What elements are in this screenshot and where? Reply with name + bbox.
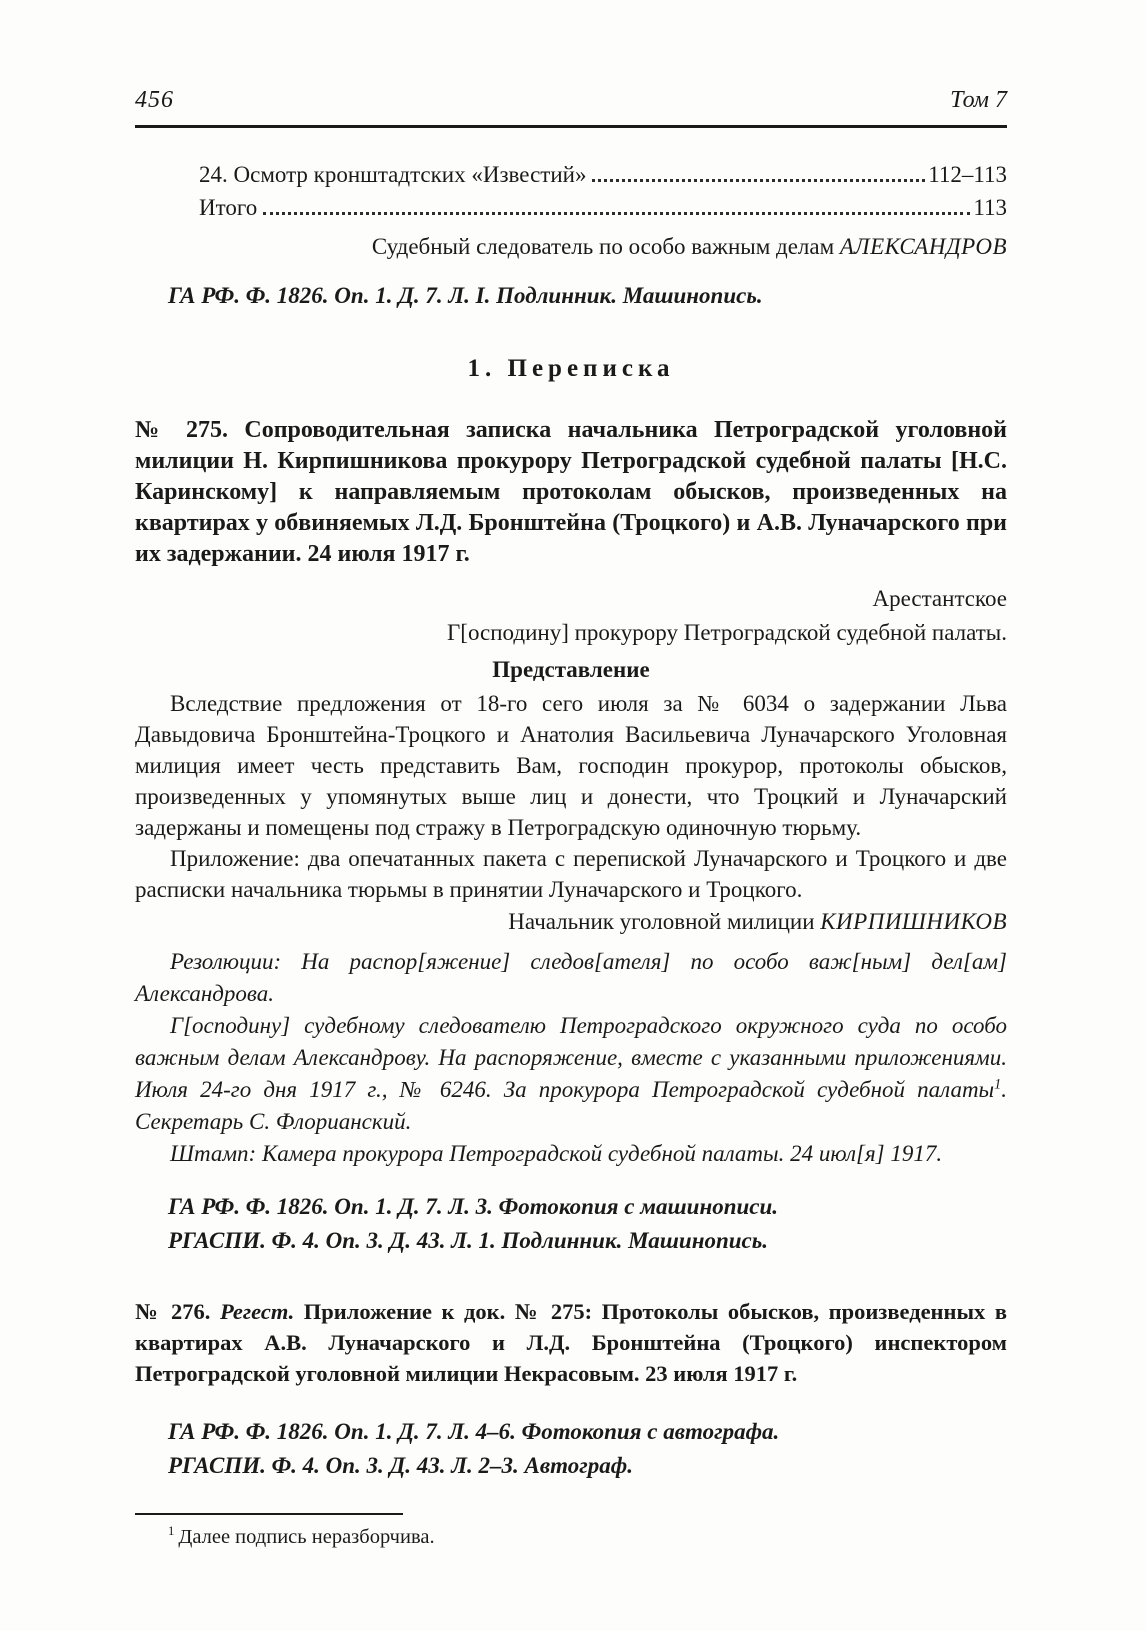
- footnote-ref: 1: [168, 1524, 175, 1539]
- regest-label: Регест.: [219, 1299, 295, 1324]
- footnote-ref: 1: [994, 1076, 1002, 1093]
- toc-entry-title: Итого: [199, 195, 258, 220]
- body-paragraph-2: Приложение: два опечатанных пакета с перепиской Луначарского и Троцкого и две расписки начальника тюрьмы в принятии Луначарского и Троцкого.: [135, 846, 1007, 902]
- dot-leader: [592, 179, 925, 182]
- signature-line: [135, 230, 1007, 263]
- toc-entry-title: 24. Осмотр кронштадтских «Известий»: [199, 162, 587, 187]
- signature-name: АЛЕКСАНДРОВ: [839, 234, 1007, 259]
- body-paragraph-1: Вследствие предложения от 18-го сего июля за № 6034 о задержании Льва Давыдовича Бронштейна-Троцкого и Анатолия Васильевича Луначарского Уголовная милиция имеет честь представить Вам, господин прокурор, протоколы обысков, произведенных у упомянутых выше лиц и донести, что Троцкий и Луначарский задержаны и помещены под стражу в Петроградскую одиночную тюрьму.: [135, 691, 1007, 840]
- archive-reference: [135, 1415, 1007, 1483]
- footnote-text: Далее подпись неразборчива.: [178, 1526, 435, 1548]
- toc-row: [199, 191, 1007, 224]
- address-line-2: Г[осподину] прокурору Петроградской судебной палаты.: [447, 620, 1007, 645]
- doc-heading-276: [135, 1296, 1007, 1389]
- resolution-text-pre: Г[осподину] судебному следователю Петроградского окружного суда по особо важным делам Александрову. На распоряжение, вместе с указанными приложениями. Июля 24-го дня 1917 г., № 6246. За прокурора Петроградской судебной палаты: [135, 1013, 1007, 1102]
- toc: [135, 158, 1007, 224]
- toc-row: [199, 158, 1007, 191]
- archive-reference: [135, 279, 1007, 313]
- archive-line-2: РГАСПИ. Ф. 4. Оп. 3. Д. 43. Л. 2–3. Автограф.: [168, 1453, 633, 1478]
- doc-heading-text: Приложение к док. № 275: Протоколы обысков, произведенных в квартирах А.В. Луначарского и Л.Д. Бронштейна (Троцкого) инспектором Петроградской уголовной милиции Некрасовым. 23 июля 1917 г.: [135, 1299, 1007, 1386]
- volume-label: Том 7: [950, 87, 1007, 113]
- toc-entry-pages: 112–113: [928, 162, 1007, 187]
- address-block: [135, 582, 1007, 650]
- signature-text: Начальник уголовной милиции: [508, 909, 821, 934]
- resolution-text-post: . Секретарь С. Флорианский.: [135, 1077, 1007, 1134]
- page-header: [135, 86, 1007, 114]
- section-heading: 1. Переписка: [467, 355, 675, 382]
- archive-line-1: ГА РФ. Ф. 1826. Оп. 1. Д. 7. Л. 3. Фотокопия с машинописи.: [168, 1194, 779, 1219]
- header-rule: [135, 125, 1007, 128]
- resolution-paragraph-1: Резолюции: На распор[яжение] следов[ателя] по особо важ[ным] дел[ам] Александрова.: [135, 949, 1007, 1006]
- page-number: 456: [135, 87, 174, 113]
- archive-line-2: РГАСПИ. Ф. 4. Оп. 3. Д. 43. Л. 1. Подлинник. Машинопись.: [168, 1228, 769, 1253]
- archive-line-1: ГА РФ. Ф. 1826. Оп. 1. Д. 7. Л. 4–6. Фотокопия с автографа.: [168, 1419, 780, 1444]
- doc-number: № 276.: [135, 1299, 220, 1324]
- signature-name: КИРПИШНИКОВ: [820, 909, 1007, 934]
- signature-line: [135, 905, 1007, 938]
- doc-subheading: Представление: [492, 657, 650, 682]
- dot-leader: [263, 212, 970, 215]
- resolution-paragraph-2: [135, 1010, 1007, 1138]
- footnote-rule: [135, 1513, 403, 1515]
- archive-reference: [135, 1190, 1007, 1258]
- footnote: [135, 1523, 1007, 1551]
- stamp-line: Штамп: Камера прокурора Петроградской судебной палаты. 24 июл[я] 1917.: [170, 1141, 943, 1166]
- doc-heading-275: № 275. Сопроводительная записка начальника Петроградской уголовной милиции Н. Кирпишникова прокурору Петроградской судебной палаты [Н.С. Каринскому] к направляемым протоколам обысков, произведенных на квартирах у обвиняемых Л.Д. Бронштейна (Троцкого) и А.В. Луначарского при их задержании. 24 июля 1917 г.: [135, 417, 1007, 567]
- archive-line: ГА РФ. Ф. 1826. Оп. 1. Д. 7. Л. I. Подлинник. Машинопись.: [168, 283, 763, 308]
- toc-entry-pages: 113: [973, 195, 1007, 220]
- address-line-1: Арестантское: [872, 586, 1007, 611]
- signature-text: Судебный следователь по особо важным делам: [371, 234, 840, 259]
